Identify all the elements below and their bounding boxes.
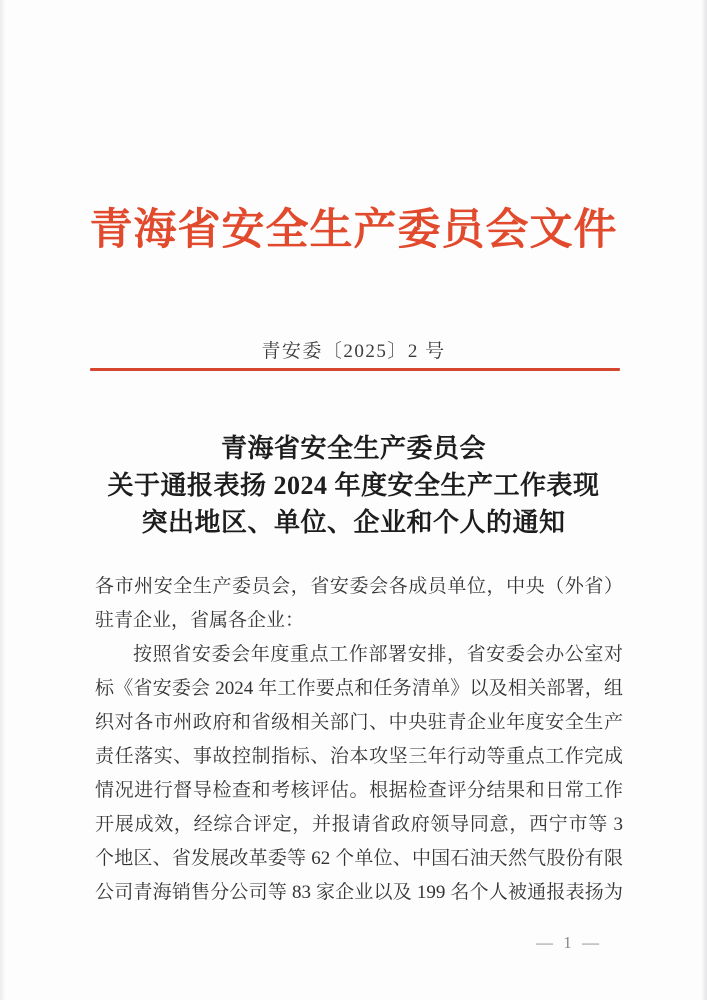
body-text-line: 个地区、省发展改革委等 62 个单位、中国石油天然气股份有限 bbox=[95, 848, 623, 869]
body-text-line: 标《省安委会 2024 年工作要点和任务清单》以及相关部署，组 bbox=[95, 678, 623, 699]
document-title-line: 突出地区、单位、企业和个人的通知 bbox=[141, 508, 566, 537]
body-text-line: 织对各市州政府和省级相关部门、中央驻青企业年度安全生产 bbox=[95, 712, 623, 733]
document-title-line: 关于通报表扬 2024 年度安全生产工作表现 bbox=[107, 471, 600, 500]
body-text-line: 责任落实、事故控制指标、治本攻坚三年行动等重点工作完成 bbox=[95, 746, 623, 767]
body-text-line: 开展成效，经综合评定，并报请省政府领导同意，西宁市等 3 bbox=[95, 814, 623, 835]
document-title-line: 青海省安全生产委员会 bbox=[220, 434, 486, 463]
document-number: 青安委〔2025〕2 号 bbox=[261, 341, 446, 362]
body-text-line: 按照省安委会年度重点工作部署安排，省安委会办公室对 bbox=[133, 644, 623, 665]
body-text-line: 情况进行督导检查和考核评估。根据检查评分结果和日常工作 bbox=[95, 780, 623, 801]
salutation-line: 各市州安全生产委员会，省安委会各成员单位，中央（外省） bbox=[95, 576, 623, 597]
salutation-line: 驻青企业，省属各企业： bbox=[95, 610, 305, 631]
letterhead-org-title: 青海省安全生产委员会文件 bbox=[89, 207, 618, 254]
document-title bbox=[0, 430, 707, 541]
document-body bbox=[95, 570, 623, 910]
body-text-line: 公司青海销售分公司等 83 家企业以及 199 名个人被通报表扬为 bbox=[95, 882, 623, 903]
letterhead-divider-rule bbox=[90, 368, 620, 371]
page-number: — 1 — bbox=[536, 933, 602, 952]
